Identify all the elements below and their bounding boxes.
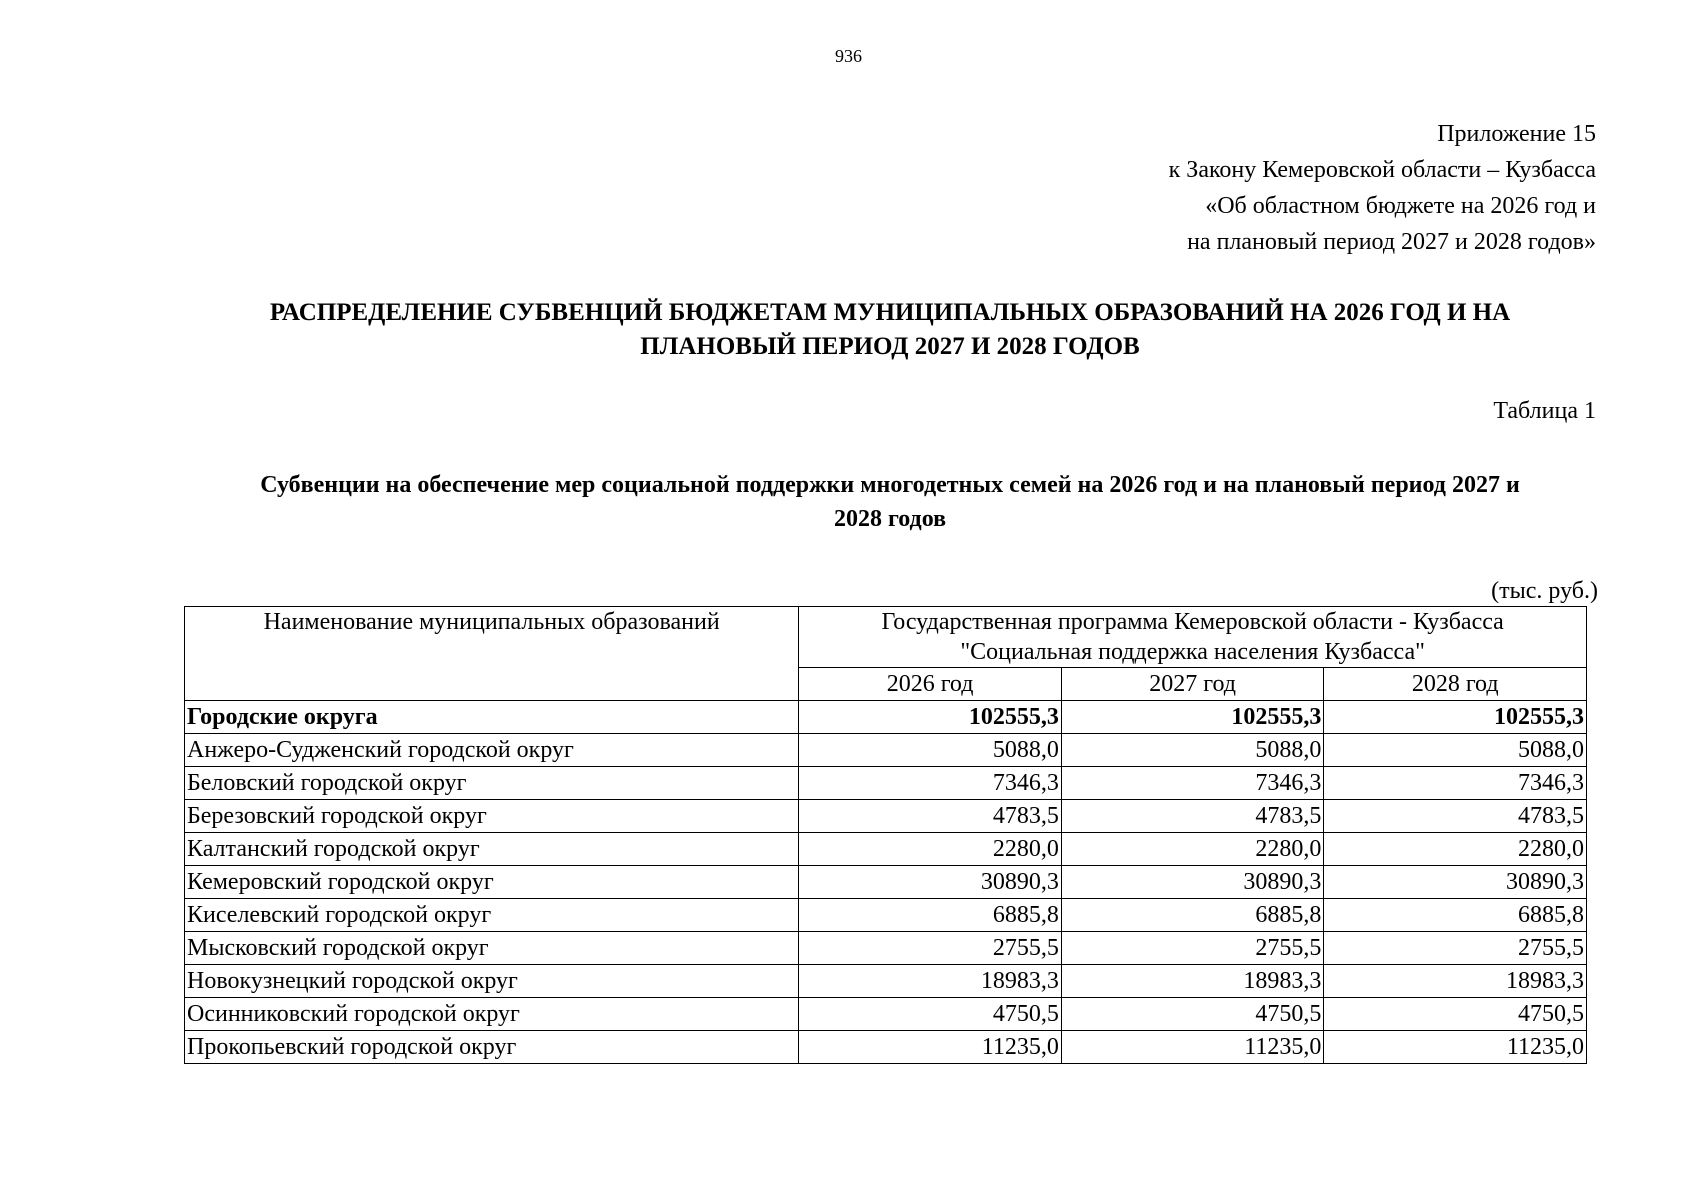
row-name: Анжеро-Судженский городской округ — [185, 734, 799, 767]
row-name: Березовский городской округ — [185, 800, 799, 833]
document-title — [180, 296, 1600, 364]
table-row — [185, 1031, 1587, 1064]
table-title — [180, 468, 1600, 536]
appendix-line: Приложение 15 — [1437, 121, 1596, 147]
appendix-reference — [1169, 116, 1596, 260]
table-row — [185, 965, 1587, 998]
value-2026: 18983,3 — [799, 965, 1062, 998]
value-2028: 11235,0 — [1324, 1031, 1587, 1064]
table-row-total — [185, 701, 1587, 734]
value-2028: 7346,3 — [1324, 767, 1587, 800]
value-2026: 6885,8 — [799, 899, 1062, 932]
header-program — [799, 607, 1587, 668]
header-year-2027: 2027 год — [1061, 668, 1324, 701]
row-name: Осинниковский городской округ — [185, 998, 799, 1031]
units-label: (тыс. руб.) — [1491, 578, 1598, 604]
value-2027: 30890,3 — [1061, 866, 1324, 899]
table-row — [185, 899, 1587, 932]
table-row — [185, 866, 1587, 899]
row-name: Калтанский городской округ — [185, 833, 799, 866]
page-number: 936 — [835, 46, 862, 66]
value-2028: 2280,0 — [1324, 833, 1587, 866]
table-title-line: Субвенции на обеспечение мер социальной поддержки многодетных семей на 2026 год и на плановый период 2027 и — [260, 472, 1520, 498]
header-year-2026: 2026 год — [799, 668, 1062, 701]
value-2027: 7346,3 — [1061, 767, 1324, 800]
value-2027: 18983,3 — [1061, 965, 1324, 998]
value-2026: 102555,3 — [799, 701, 1062, 734]
value-2026: 4783,5 — [799, 800, 1062, 833]
value-2028: 102555,3 — [1324, 701, 1587, 734]
value-2027: 6885,8 — [1061, 899, 1324, 932]
value-2028: 5088,0 — [1324, 734, 1587, 767]
document-title-line: ПЛАНОВЫЙ ПЕРИОД 2027 И 2028 ГОДОВ — [640, 333, 1140, 360]
value-2027: 4750,5 — [1061, 998, 1324, 1031]
header-program-line: "Социальная поддержка населения Кузбасса" — [960, 639, 1425, 665]
value-2028: 18983,3 — [1324, 965, 1587, 998]
value-2026: 7346,3 — [799, 767, 1062, 800]
value-2026: 2755,5 — [799, 932, 1062, 965]
value-2026: 30890,3 — [799, 866, 1062, 899]
value-2027: 11235,0 — [1061, 1031, 1324, 1064]
row-name: Прокопьевский городской округ — [185, 1031, 799, 1064]
appendix-line: на плановый период 2027 и 2028 годов» — [1187, 229, 1596, 255]
appendix-line: к Закону Кемеровской области – Кузбасса — [1168, 157, 1596, 183]
value-2027: 2280,0 — [1061, 833, 1324, 866]
value-2026: 4750,5 — [799, 998, 1062, 1031]
value-2026: 5088,0 — [799, 734, 1062, 767]
value-2027: 102555,3 — [1061, 701, 1324, 734]
table-row — [185, 734, 1587, 767]
table-label: Таблица 1 — [1493, 398, 1596, 424]
row-name: Городские округа — [185, 701, 799, 734]
value-2028: 6885,8 — [1324, 899, 1587, 932]
table-row — [185, 932, 1587, 965]
table-row — [185, 767, 1587, 800]
row-name: Беловский городской округ — [185, 767, 799, 800]
value-2028: 4783,5 — [1324, 800, 1587, 833]
table-row — [185, 998, 1587, 1031]
value-2028: 30890,3 — [1324, 866, 1587, 899]
row-name: Новокузнецкий городской округ — [185, 965, 799, 998]
value-2027: 2755,5 — [1061, 932, 1324, 965]
table-row — [185, 833, 1587, 866]
document-title-line: РАСПРЕДЕЛЕНИЕ СУБВЕНЦИЙ БЮДЖЕТАМ МУНИЦИПАЛЬНЫХ ОБРАЗОВАНИЙ НА 2026 ГОД И НА — [269, 299, 1511, 326]
table-title-line: 2028 годов — [833, 506, 947, 532]
value-2027: 5088,0 — [1061, 734, 1324, 767]
value-2028: 2755,5 — [1324, 932, 1587, 965]
header-municipality: Наименование муниципальных образований — [185, 607, 799, 701]
value-2027: 4783,5 — [1061, 800, 1324, 833]
table-row — [185, 800, 1587, 833]
row-name: Мысковский городской округ — [185, 932, 799, 965]
row-name: Кемеровский городской округ — [185, 866, 799, 899]
value-2026: 2280,0 — [799, 833, 1062, 866]
value-2028: 4750,5 — [1324, 998, 1587, 1031]
header-year-2028: 2028 год — [1324, 668, 1587, 701]
subsidy-table — [184, 606, 1587, 1064]
value-2026: 11235,0 — [799, 1031, 1062, 1064]
header-program-line: Государственная программа Кемеровской области - Кузбасса — [881, 609, 1504, 635]
row-name: Киселевский городской округ — [185, 899, 799, 932]
appendix-line: «Об областном бюджете на 2026 год и — [1205, 193, 1596, 219]
